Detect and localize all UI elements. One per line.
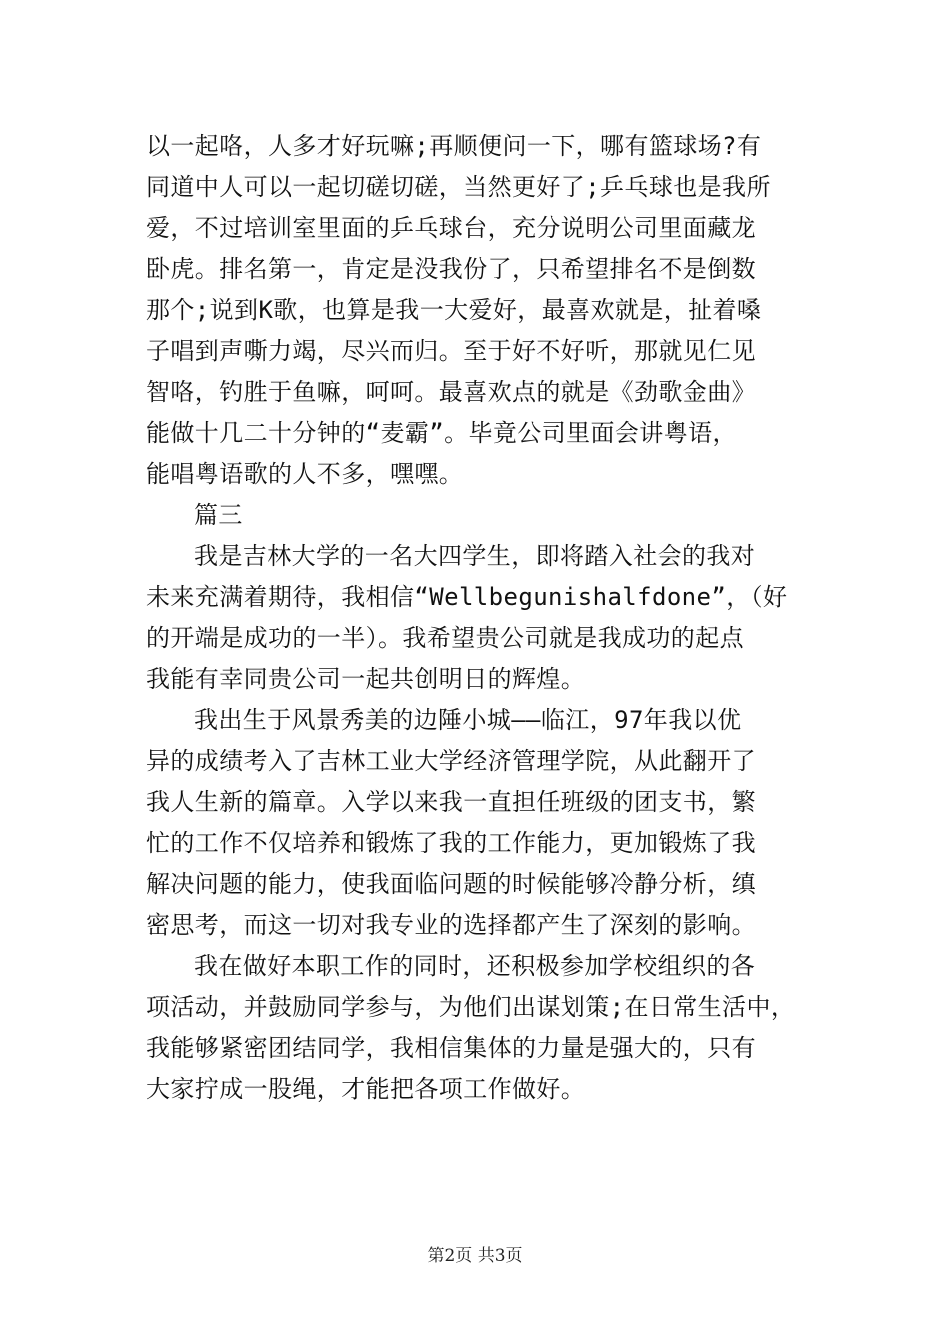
text-line: 同道中人可以一起切磋切磋，当然更好了;乒乓球也是我所	[146, 173, 771, 201]
text-line: 我能有幸同贵公司一起共创明日的辉煌。	[146, 665, 586, 693]
section-title: 篇三	[194, 501, 243, 529]
text-line: 解决问题的能力，使我面临问题的时候能够冷静分析，缜	[146, 870, 756, 898]
text-line: 我人生新的篇章。入学以来我一直担任班级的团支书，繁	[146, 788, 756, 816]
page-footer	[0, 1241, 950, 1266]
text-line: 未来充满着期待，我相信“Wellbegunishalfdone”，（好	[146, 583, 788, 611]
paragraph-background	[146, 700, 816, 946]
text-line: 子唱到声嘶力竭，尽兴而归。至于好不好听，那就见仁见	[146, 337, 756, 365]
text-line: 爱，不过培训室里面的乒乓球台，充分说明公司里面藏龙	[146, 214, 756, 242]
paragraph-activities	[146, 946, 816, 1110]
page-number-label: 第2页 共3页	[427, 1246, 523, 1266]
paragraph-intro	[146, 536, 816, 700]
text-line: 我在做好本职工作的同时，还积极参加学校组织的各	[194, 952, 756, 980]
text-line: 以一起咯，人多才好玩嘛;再顺便问一下，哪有篮球场?有	[146, 132, 762, 160]
text-line: 我是吉林大学的一名大四学生，即将踏入社会的我对	[194, 542, 756, 570]
section-heading	[146, 495, 816, 536]
text-line: 能做十几二十分钟的“麦霸”。毕竟公司里面会讲粤语，	[146, 419, 737, 447]
text-line: 能唱粤语歌的人不多，嘿嘿。	[146, 460, 464, 488]
paragraph-hobbies	[146, 126, 816, 495]
text-line: 密思考，而这一切对我专业的选择都产生了深刻的影响。	[146, 911, 756, 939]
text-line: 的开端是成功的一半）。我希望贵公司就是我成功的起点	[146, 624, 744, 652]
text-line: 大家拧成一股绳，才能把各项工作做好。	[146, 1075, 586, 1103]
text-line: 异的成绩考入了吉林工业大学经济管理学院，从此翻开了	[146, 747, 756, 775]
document-body	[146, 126, 816, 1110]
text-line: 智咯，钓胜于鱼嘛，呵呵。最喜欢点的就是《劲歌金曲》	[146, 378, 756, 406]
text-line: 卧虎。排名第一，肯定是没我份了，只希望排名不是倒数	[146, 255, 756, 283]
text-line: 忙的工作不仅培养和锻炼了我的工作能力，更加锻炼了我	[146, 829, 756, 857]
text-line: 我出生于风景秀美的边陲小城——临江，97年我以优	[194, 706, 742, 734]
text-line: 那个;说到K歌，也算是我一大爱好，最喜欢就是，扯着嗓	[146, 296, 762, 324]
text-line: 项活动，并鼓励同学参与，为他们出谋划策;在日常生活中，	[146, 993, 796, 1021]
text-line: 我能够紧密团结同学，我相信集体的力量是强大的，只有	[146, 1034, 756, 1062]
